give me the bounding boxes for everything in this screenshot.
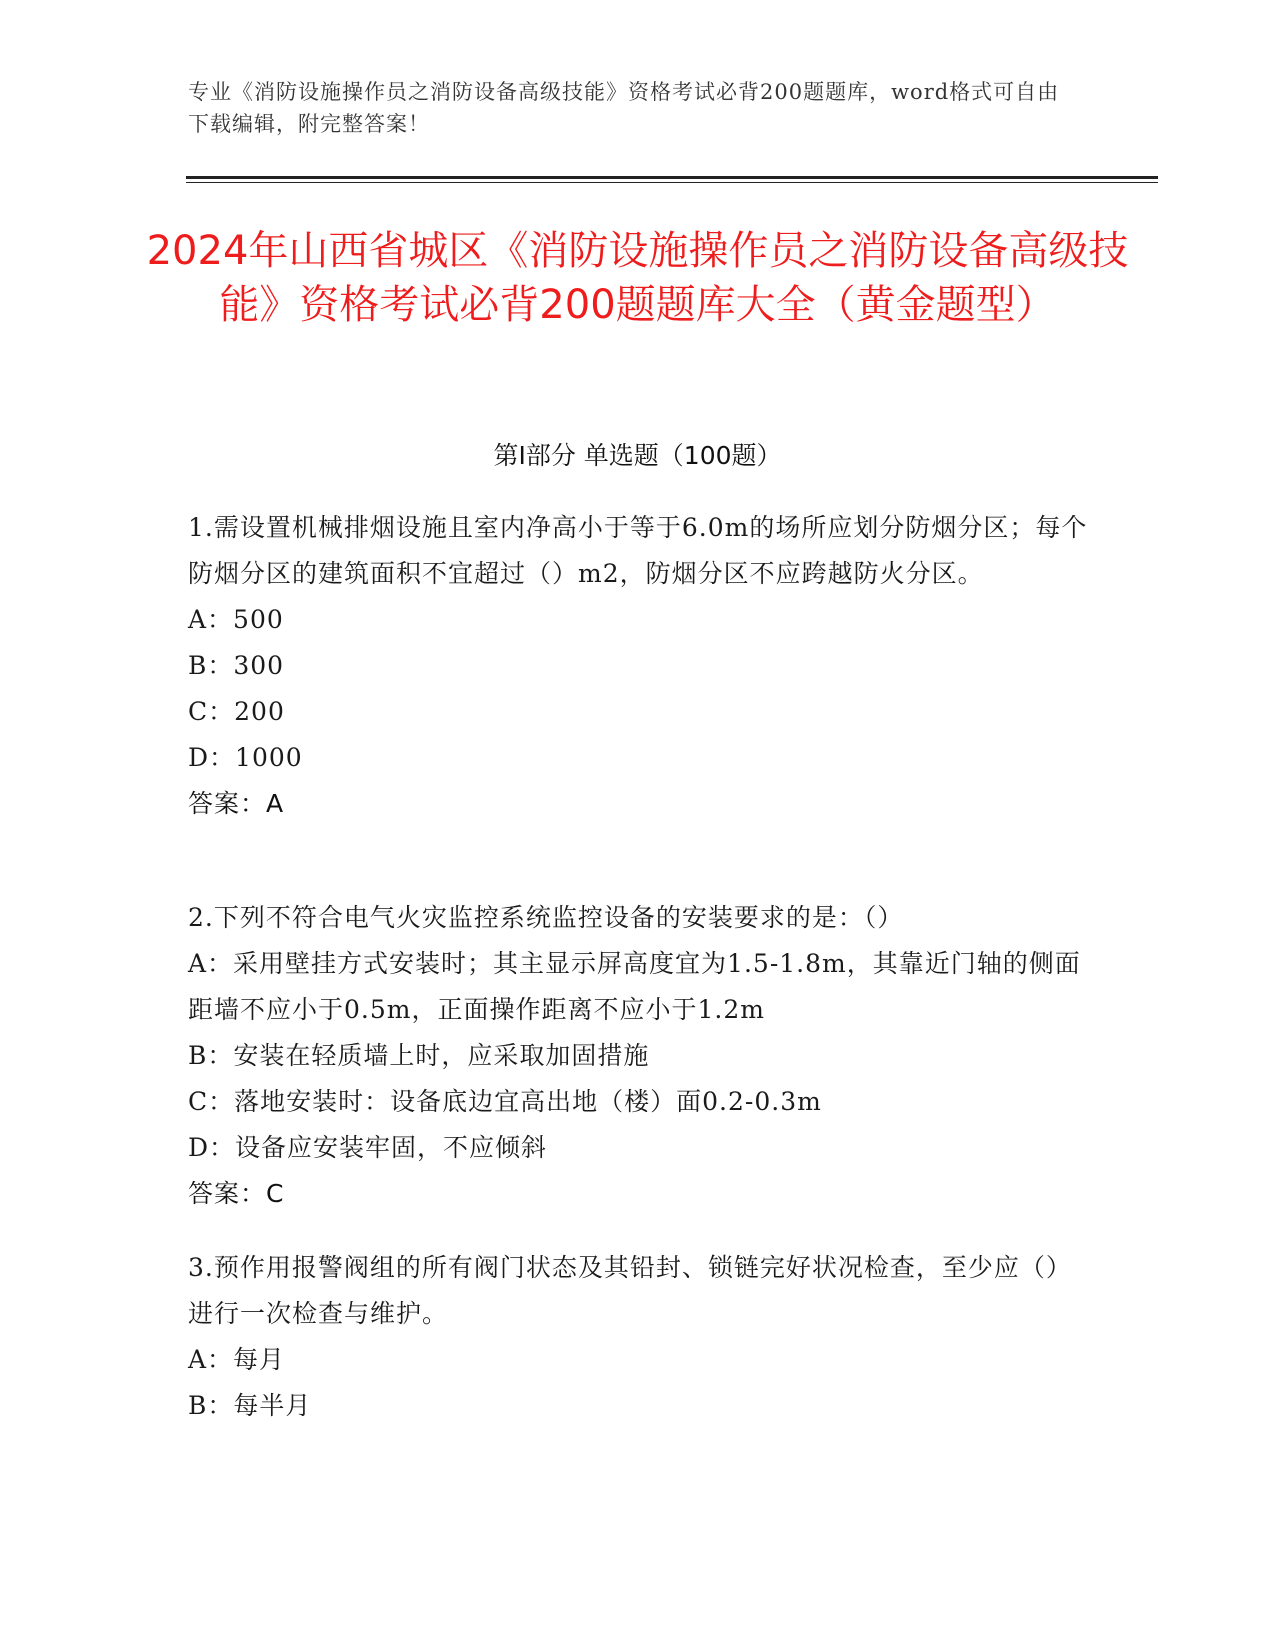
option-d: D：设备应安装牢固，不应倾斜 (188, 1133, 548, 1162)
option-a: A：采用壁挂方式安装时；其主显示屏高度宜为1.5-1.8m，其靠近门轴的侧面距墙不应小于0.5m，正面操作距离不应小于1.2m (188, 949, 1081, 1024)
option-c: C：200 (188, 697, 285, 726)
header-divider-thin (186, 182, 1158, 183)
question-stem: 1.需设置机械排烟设施且室内净高小于等于6.0m的场所应划分防烟分区；每个防烟分区的建筑面积不宜超过（）m2，防烟分区不应跨越防火分区。 (188, 513, 1088, 588)
document-title: 2024年山西省城区《消防设施操作员之消防设备高级技能》资格考试必背200题题库大全（黄金题型） (146, 228, 1129, 328)
option-b: B：每半月 (188, 1391, 312, 1420)
option-c: C：落地安装时：设备底边宜高出地（楼）面0.2-0.3m (188, 1087, 822, 1116)
header-note: 专业《消防设施操作员之消防设备高级技能》资格考试必背200题题库，word格式可自由下载编辑，附完整答案！ (188, 80, 1060, 136)
option-a: A：500 (188, 605, 284, 634)
question-1 (188, 505, 1088, 827)
question-2 (188, 895, 1088, 1217)
option-d: D：1000 (188, 743, 303, 772)
question-3 (188, 1245, 1088, 1429)
question-stem: 3.预作用报警阀组的所有阀门状态及其铅封、锁链完好状况检查，至少应（）进行一次检查与维护。 (188, 1253, 1072, 1328)
header-divider-thick (186, 176, 1158, 179)
option-b: B：安装在轻质墙上时，应采取加固措施 (188, 1041, 650, 1070)
question-stem: 2.下列不符合电气火灾监控系统监控设备的安装要求的是：（） (188, 903, 904, 932)
option-a: A：每月 (188, 1345, 286, 1374)
option-b: B：300 (188, 651, 285, 680)
section-heading: 第I部分 单选题（100题） (493, 441, 782, 470)
answer: 答案：C (188, 1179, 285, 1208)
answer: 答案：A (188, 789, 285, 818)
